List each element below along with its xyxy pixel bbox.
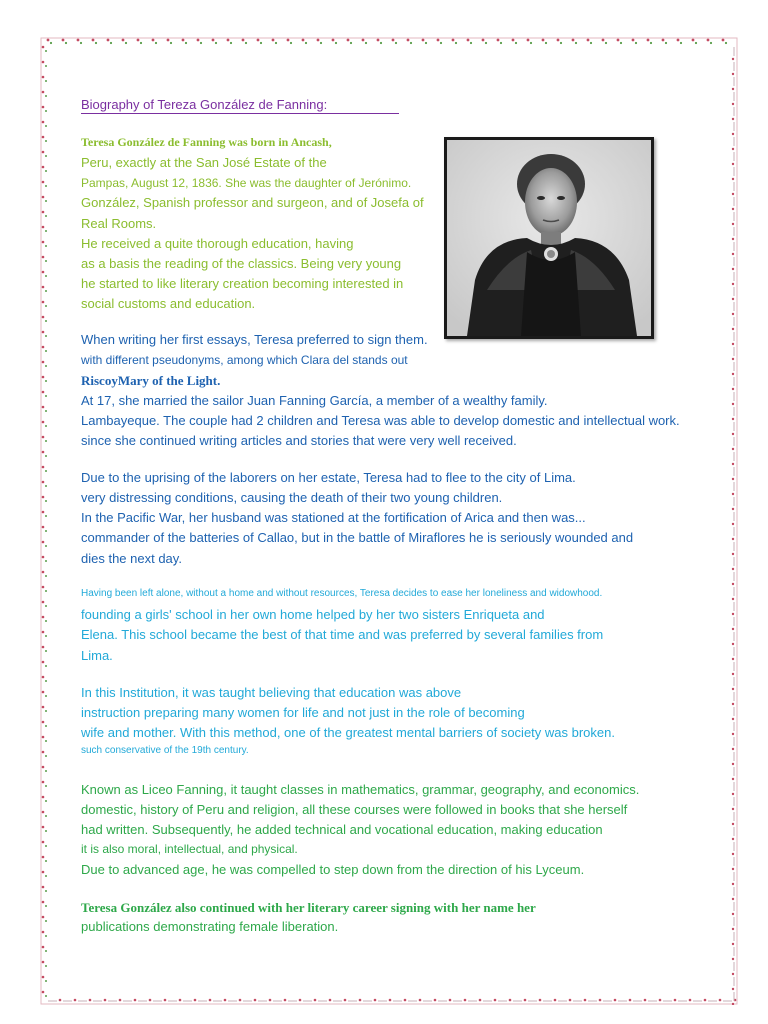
text-line: Elena. This school became the best of that time and was preferred by several families from xyxy=(81,627,604,642)
text-line: Due to advanced age, he was compelled to step down from the direction of his Lyceum. xyxy=(81,862,585,877)
text-line: Teresa González de Fanning was born in Ancash, xyxy=(81,135,332,149)
text-line: Having been left alone, without a home and without resources, Teresa decides to ease her loneliness and widowhood. xyxy=(81,588,603,599)
text-line: founding a girls' school in her own home helped by her two sisters Enriqueta and xyxy=(81,607,545,622)
text-line: such conservative of the 19th century. xyxy=(81,745,249,756)
text-line: Known as Liceo Fanning, it taught classes in mathematics, grammar, geography, and economics. xyxy=(81,782,640,797)
text-line: He received a quite thorough education, having xyxy=(81,236,354,251)
text-line: Due to the uprising of the laborers on her estate, Teresa had to flee to the city of Lima. xyxy=(81,470,576,485)
text-line: Lima. xyxy=(81,648,113,663)
portrait-photo-icon xyxy=(447,140,651,336)
text-line: In this Institution, it was taught believing that education was above xyxy=(81,685,462,700)
text-line: RiscoyMary of the Light. xyxy=(81,373,221,388)
text-line: Real Rooms. xyxy=(81,216,157,231)
text-line: publications demonstrating female liberation. xyxy=(81,919,339,934)
text-line: social customs and education. xyxy=(81,296,256,311)
text-line: Peru, exactly at the San José Estate of the xyxy=(81,155,327,170)
text-line: as a basis the reading of the classics. Being very young xyxy=(81,256,402,271)
text-line: Teresa González also continued with her literary career signing with her name her xyxy=(81,900,536,915)
text-line: domestic, history of Peru and religion, all these courses were followed in books that she herself xyxy=(81,802,628,817)
page-title: Biography of Tereza González de Fanning: xyxy=(81,97,399,114)
text-line: Lambayeque. The couple had 2 children and Teresa was able to develop domestic and intellectual work. xyxy=(81,413,680,428)
text-line: Pampas, August 12, 1836. She was the daughter of Jerónimo. xyxy=(81,176,412,190)
text-line: At 17, she married the sailor Juan Fanning García, a member of a wealthy family. xyxy=(81,393,548,408)
text-line: since she continued writing articles and stories that were very well received. xyxy=(81,433,517,448)
text-line: instruction preparing many women for life and not just in the role of becoming xyxy=(81,705,525,720)
text-line: with different pseudonyms, among which Clara del stands out xyxy=(81,353,408,367)
text-line: he started to like literary creation becoming interested in xyxy=(81,276,404,291)
text-line: it is also moral, intellectual, and physical. xyxy=(81,842,298,856)
text-line: When writing her first essays, Teresa preferred to sign them. xyxy=(81,332,428,347)
text-line: González, Spanish professor and surgeon, and of Josefa of xyxy=(81,195,424,210)
text-line: commander of the batteries of Callao, but in the battle of Miraflores he is seriously wounded and xyxy=(81,530,634,545)
text-line: wife and mother. With this method, one of the greatest mental barriers of society was broken. xyxy=(81,725,615,740)
text-line: In the Pacific War, her husband was stationed at the fortification of Arica and then was... xyxy=(81,510,586,525)
text-line: very distressing conditions, causing the death of their two young children. xyxy=(81,490,503,505)
text-line: had written. Subsequently, he added technical and vocational education, making education xyxy=(81,822,603,837)
text-line: dies the next day. xyxy=(81,551,182,566)
portrait-photo xyxy=(444,137,654,339)
